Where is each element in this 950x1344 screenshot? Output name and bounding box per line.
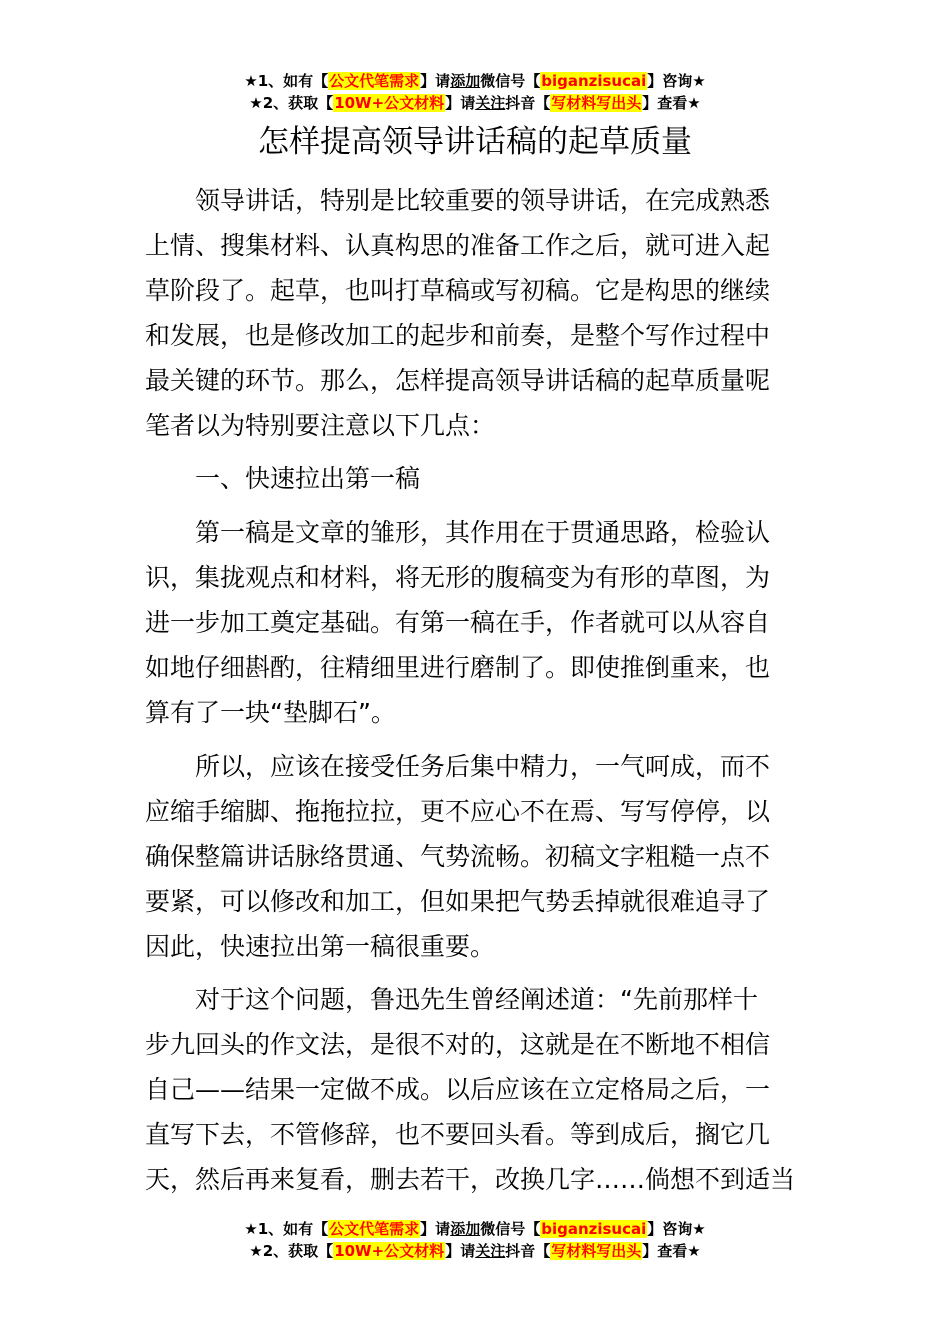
text-line: 上情、搜集材料、认真构思的准备工作之后，就可进入起 [145,231,771,260]
banner-text: ★2、获取【 [249,1242,334,1260]
paragraph-so [145,744,805,969]
text-line: 因此，快速拉出第一稿很重要。 [145,932,496,961]
text-line: 最关键的环节。那么，怎样提高领导讲话稿的起草质量呢 [145,366,771,395]
banner-text: ★2、获取【 [249,94,334,112]
banner-highlight-materials: 10W+公文材料 [334,1242,445,1260]
heading-text: 一、快速拉出第一稿 [195,464,421,493]
top-banner [0,70,950,114]
text-line: 草阶段了。起草，也叫打草稿或写初稿。它是构思的继续 [145,276,771,305]
banner-text: 】咨询★ [647,1220,706,1238]
banner-text: 微信号【 [480,1220,541,1238]
text-line: 领导讲话，特别是比较重要的领导讲话，在完成熟悉 [195,186,771,215]
banner-highlight-service: 公文代笔需求 [329,1220,420,1238]
banner-highlight-wechat: biganzisucai [541,72,647,90]
bottom-banner [0,1218,950,1262]
banner-text: 】请 [445,94,476,112]
text-line: 所以，应该在接受任务后集中精力，一气呵成，而不 [195,752,771,781]
text-line: 天，然后再来复看，删去若干，改换几字……倘想不到适当 [145,1165,796,1194]
banner-line-2 [0,1240,950,1262]
banner-text: 抖音【 [505,1242,551,1260]
banner-text: 】咨询★ [647,72,706,90]
text-line: 和发展，也是修改加工的起步和前奏，是整个写作过程中 [145,321,771,350]
text-line: 算有了一块“垫脚石”。 [145,698,396,727]
banner-underline-text: 添加 [450,1220,481,1238]
banner-line-1 [0,70,950,92]
banner-underline-text: 关注 [475,1242,506,1260]
text-line: 步九回头的作文法，是很不对的，这就是在不断地不相信 [145,1030,771,1059]
text-line: 要紧，可以修改和加工，但如果把气势丢掉就很难追寻了 [145,887,771,916]
banner-text: ★1、如有【 [244,72,329,90]
banner-text: 】请 [420,1220,451,1238]
banner-line-2 [0,92,950,114]
banner-highlight-materials: 10W+公文材料 [334,94,445,112]
banner-highlight-douyin: 写材料写出头 [551,94,642,112]
paragraph-intro [145,178,805,448]
banner-text: 】查看★ [642,94,701,112]
banner-text: 】请 [445,1242,476,1260]
banner-highlight-wechat: biganzisucai [541,1220,647,1238]
banner-underline-text: 关注 [475,94,506,112]
text-line: 识，集拢观点和材料，将无形的腹稿变为有形的草图，为 [145,563,771,592]
banner-line-1 [0,1218,950,1240]
text-line: 对于这个问题，鲁迅先生曾经阐述道：“先前那样十 [195,985,758,1014]
text-line: 直写下去，不管修辞，也不要回头看。等到成后，搁它几 [145,1120,771,1149]
text-line: 自己——结果一定做不成。以后应该在立定格局之后，一 [145,1075,771,1104]
text-line: 应缩手缩脚、拖拖拉拉，更不应心不在焉、写写停停，以 [145,797,771,826]
banner-underline-text: 添加 [450,72,481,90]
banner-text: 微信号【 [480,72,541,90]
text-line: 如地仔细斟酌，往精细里进行磨制了。即使推倒重来，也 [145,653,771,682]
paragraph-first-draft [145,510,805,735]
banner-text: 】查看★ [642,1242,701,1260]
banner-text: 】请 [420,72,451,90]
text-line: 进一步加工奠定基础。有第一稿在手，作者就可以从容自 [145,608,771,637]
text-line: 第一稿是文章的雏形，其作用在于贯通思路，检验认 [195,518,771,547]
banner-text: ★1、如有【 [244,1220,329,1238]
document-title: 怎样提高领导讲话稿的起草质量 [258,124,692,160]
text-line: 确保整篇讲话脉络贯通、气势流畅。初稿文字粗糙一点不 [145,842,771,871]
text-line: 笔者以为特别要注意以下几点： [145,411,496,440]
paragraph-lu-xun [145,977,805,1202]
section-heading [145,456,805,501]
banner-text: 抖音【 [505,94,551,112]
banner-highlight-douyin: 写材料写出头 [551,1242,642,1260]
banner-highlight-service: 公文代笔需求 [329,72,420,90]
